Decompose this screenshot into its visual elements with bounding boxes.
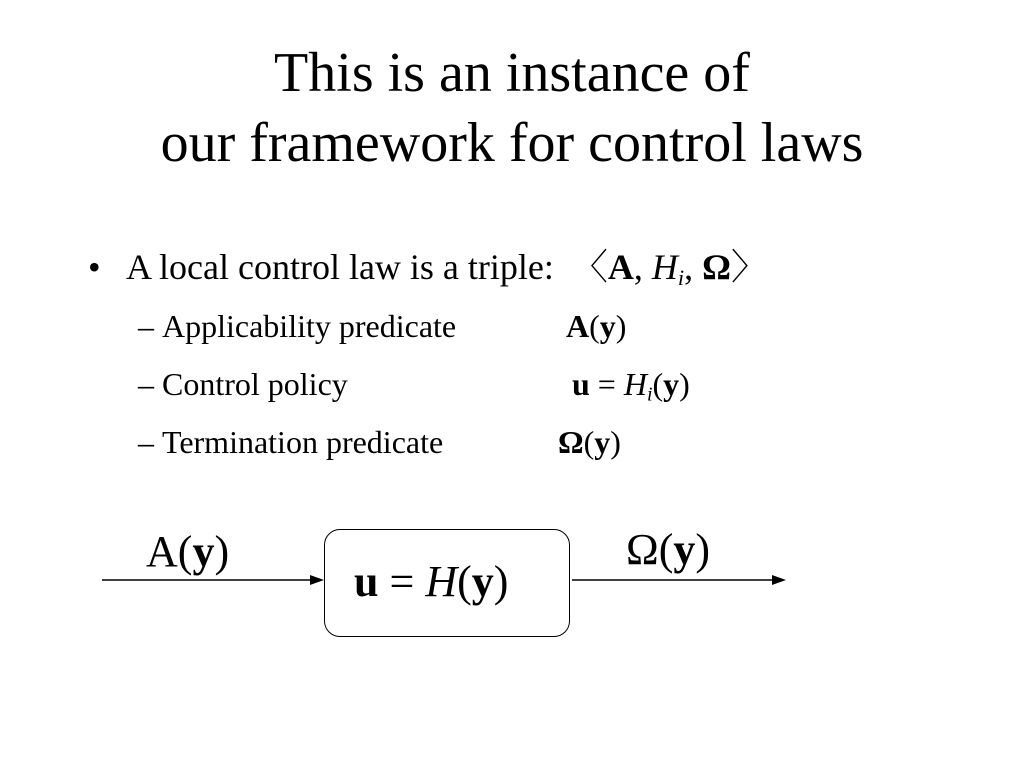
policy-y: y [663,366,680,402]
triple-H-subscript: i [677,265,685,291]
subitem-dash: – [138,424,154,460]
policy-equals: = [597,366,616,402]
diagram-omega: Ω [626,525,659,574]
right-angle-bracket: 〉 [730,247,767,287]
diagram-applicability-label: A(y) [146,527,230,576]
diagram-termination-label: Ω(y) [626,525,711,574]
triple-comma-2: , [684,247,694,287]
input-arrow-head [310,575,324,585]
applicability-expression: A(y) [566,308,627,344]
bullet-marker: • [88,247,101,287]
bullet-text: A local control law is a triple: [126,247,554,287]
termination-expression: Ω(y) [558,424,621,460]
diagram-H: H [425,557,458,606]
diagram-u: u [354,557,379,606]
subitem-label: Control policy [162,366,348,402]
diagram-policy-equation: u = H(y) [354,557,509,606]
triple-H: H [651,247,678,287]
triple-comma-1: , [633,247,643,287]
policy-u: u [572,366,590,402]
triple-A: A [607,247,634,287]
diagram-A: A [146,527,178,576]
subitem-dash: – [138,308,154,344]
subitem-label: Termination predicate [162,424,444,460]
title-line-2: our framework for control laws [160,112,864,174]
left-angle-bracket: 〈 [571,247,608,287]
diagram-equals: = [389,557,415,606]
termination-y: y [594,424,611,460]
applicability-y: y [599,308,616,344]
termination-omega: Ω [558,424,584,460]
policy-H-subscript: i [646,383,653,406]
policy-expression: $u = H_i(y)$ [572,366,690,406]
title-line-1: This is an instance of [274,42,750,104]
triple-omega: Ω [702,247,731,287]
policy-H: H [623,366,647,402]
subitem-label: Applicability predicate [162,308,457,344]
applicability-A: A [566,308,590,344]
subitem-dash: – [138,366,154,402]
diagram-right-y: y [673,525,696,574]
diagram-left-y: y [192,527,215,576]
output-arrow-head [772,575,786,585]
diagram-box-y: y [471,557,494,606]
